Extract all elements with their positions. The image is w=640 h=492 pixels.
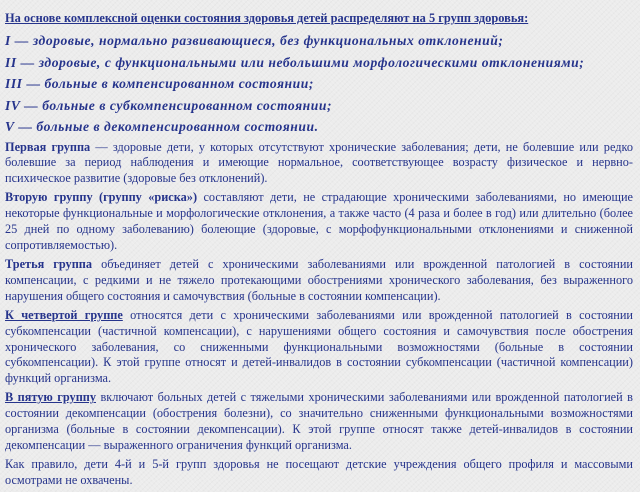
group-3-term: Третья группа — [5, 257, 93, 272]
group-item-1: I — здоровые, нормально развивающиеся, без функциональных отклонений; — [5, 33, 504, 48]
group-item-5: V — больные в декомпенсированном состоянии. — [5, 119, 319, 134]
group-4-term: К четвертой группе — [5, 307, 123, 322]
group-item-4: IV — больные в субкомпенсированном состоянии; — [5, 97, 333, 113]
group-4-description — [5, 308, 633, 387]
group-4-text: относятся дети с хроническими заболеваниями или врожденной патологией в состоянии субкомпенсации (частичной компенсации), с нарушениями общего состояния и самочувствия после обострения хронического заболевания, со сниженными функциональными возможностями (больные в состоянии субкомпенсации). К этой группе относят и детей-инвалидов в состоянии субкомпенсации (частичной компенсации) функций организма. — [5, 307, 633, 386]
group-item-3: III — больные в компенсированном состоянии; — [5, 76, 314, 91]
group-2-description — [5, 190, 633, 253]
slide-heading: На основе комплексной оценки состояния здоровья детей распределяют на 5 групп здоровья: — [5, 11, 529, 25]
group-1-term: Первая группа — [5, 139, 91, 154]
slide-content — [5, 9, 633, 492]
health-groups-list — [5, 30, 633, 138]
group-3-description — [5, 257, 633, 304]
closing-paragraph: Как правило, дети 4-й и 5-й групп здоровья не посещают детские учреждения общего профиля и массовыми осмотрами не охвачены. — [5, 457, 633, 487]
group-2-term: Вторую группу (группу «риска») — [5, 190, 198, 205]
group-2-text: составляют дети, не страдающие хроническими заболеваниями, но имеющие некоторые функциональные и морфологические отклонения, а также часто (4 раза и более в год) или длительно (более 25 дней по одному заболеванию) болеющие (здоровые, с морфофункциональными отклонениями и сниженной сопротивляемостью). — [5, 190, 633, 252]
group-3-text: объединяет детей с хроническими заболеваниями или врожденной патологией в состоянии компенсации, с редкими и не тяжело протекающими обострениями хронического заболевания, без выраженного нарушения общего состояния и самочувствия (больные в состоянии компенсации). — [5, 257, 633, 303]
group-item-2: II — здоровые, с функциональными или небольшими морфологическими отклонениями; — [5, 54, 585, 70]
group-5-term: В пятую группу — [5, 390, 97, 405]
group-5-description — [5, 390, 633, 453]
group-1-description — [5, 140, 633, 187]
group-1-text: — здоровые дети, у которых отсутствуют хронические заболевания; дети, не болевшие или редко болевшие за период наблюдения и имеющие нормальное, соответствующее возрасту физическое и нервно-психическое развитие (здоровые без отклонений). — [5, 139, 633, 186]
group-5-text: включают больных детей с тяжелыми хроническими заболеваниями или врожденной патологией в состоянии декомпенсации (обострения болезни), со значительно сниженными функциональными возможностями организма (больные в состоянии декомпенсации). К этой группе относят также детей-инвалидов в состоянии декомпенсации — выраженного ограничения функций организма. — [5, 390, 633, 452]
